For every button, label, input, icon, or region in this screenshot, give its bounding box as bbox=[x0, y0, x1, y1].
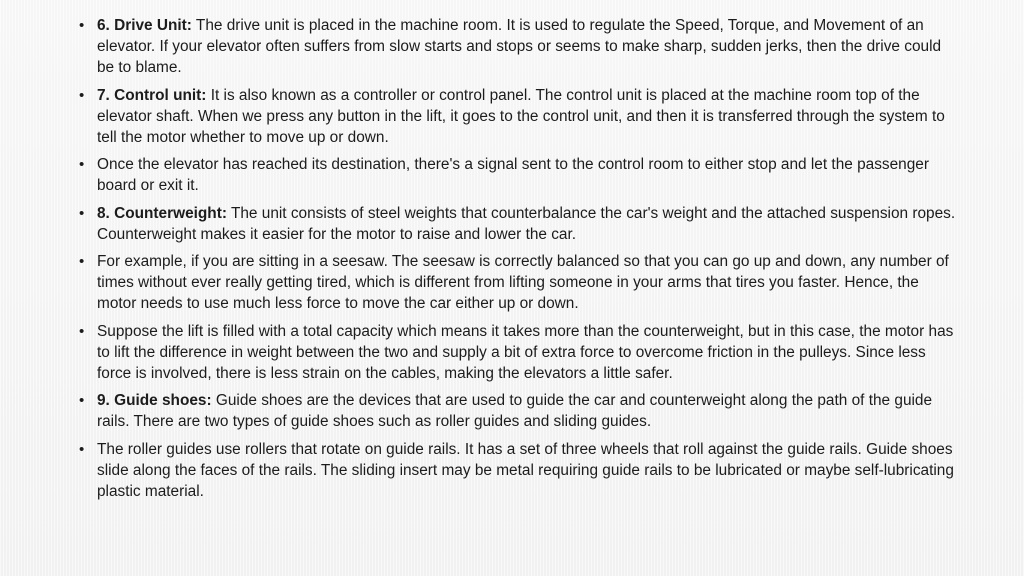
bullet-dot-icon: • bbox=[79, 86, 85, 104]
bullet-term: 7. Control unit: bbox=[97, 86, 207, 104]
bullet-full-capacity bbox=[76, 321, 956, 384]
bullet-seesaw-example bbox=[76, 251, 956, 314]
bullet-text: For example, if you are sitting in a seesaw. The seesaw is correctly balanced so that you can go up and down, any number of times without ever really getting tired, which is different from lifting someone in your arms that tires you faster. Hence, the motor needs to use much less force to move the car either up or down. bbox=[97, 253, 949, 312]
bullet-dot-icon: • bbox=[79, 156, 85, 173]
bullet-destination-signal bbox=[76, 154, 956, 196]
bullet-term: 6. Drive Unit: bbox=[97, 17, 192, 34]
bullet-dot-icon: • bbox=[79, 322, 85, 340]
bullet-text: Suppose the lift is filled with a total capacity which means it takes more than the counterweight, but in this case, the motor has to lift the difference in weight between the two and supply a bit of extra force to overcome friction in the pulleys. Since less force is involved, there is less strain on the cables, making the elevators a little safer. bbox=[97, 322, 954, 382]
bullet-term: 9. Guide shoes: bbox=[97, 392, 212, 409]
bullet-list bbox=[76, 15, 956, 502]
bullet-dot-icon: • bbox=[79, 17, 85, 34]
bullet-text: Guide shoes are the devices that are used to guide the car and counterweight along the path of the guide rails. There are two types of guide shoes such as roller guides and sliding guides. bbox=[97, 392, 933, 430]
bullet-control-unit bbox=[76, 85, 956, 148]
bullet-text: It is also known as a controller or control panel. The control unit is placed at the machine room top of the elevator shaft. When we press any button in the lift, it goes to the control unit, and then it is transferred through the system to tell the motor whether to move up or down. bbox=[97, 86, 945, 146]
bullet-text: The drive unit is placed in the machine room. It is used to regulate the Speed, Torque, and Movement of an elevator. If your elevator often suffers from slow starts and stops or seems to make sharp, sudden jerks, then the drive could be to blame. bbox=[97, 17, 942, 76]
bullet-term: 8. Counterweight: bbox=[97, 204, 227, 222]
bullet-roller-guides bbox=[76, 439, 956, 502]
bullet-dot-icon: • bbox=[79, 204, 85, 222]
bullet-counterweight bbox=[76, 203, 956, 245]
bullet-guide-shoes bbox=[76, 390, 956, 432]
slide-content bbox=[76, 15, 956, 508]
bullet-drive-unit bbox=[76, 15, 956, 78]
bullet-text: The roller guides use rollers that rotate on guide rails. It has a set of three wheels that roll against the guide rails. Guide shoes slide along the faces of the rails. The sliding insert may be metal requiring guide rails to be lubricated or maybe self-lubricating plastic material. bbox=[97, 440, 954, 500]
bullet-dot-icon: • bbox=[79, 253, 85, 270]
bullet-dot-icon: • bbox=[79, 440, 85, 458]
bullet-text: The unit consists of steel weights that counterbalance the car's weight and the attached suspension ropes. Counterweight makes it easier for the motor to raise and lower the car. bbox=[97, 204, 956, 243]
bullet-dot-icon: • bbox=[79, 392, 85, 409]
bullet-text: Once the elevator has reached its destination, there's a signal sent to the control room to either stop and let the passenger board or exit it. bbox=[97, 156, 929, 194]
